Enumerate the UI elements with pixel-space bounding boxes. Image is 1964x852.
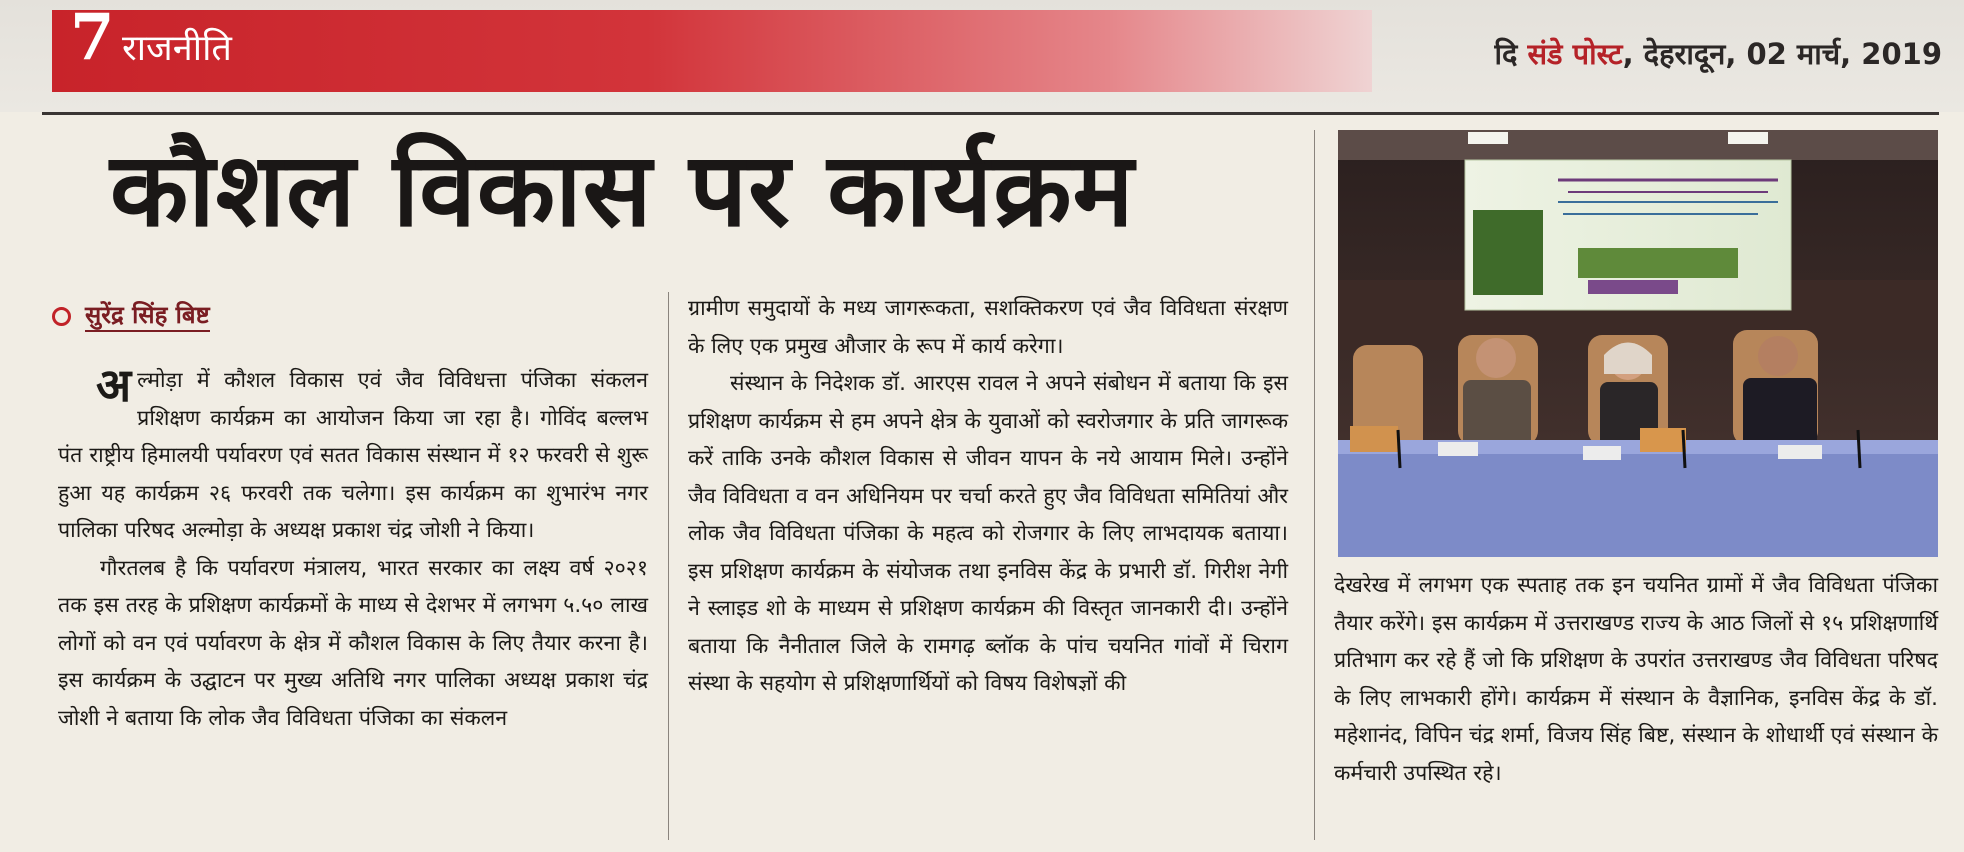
- byline: [52, 298, 210, 331]
- paragraph-text: ल्मोड़ा में कौशल विकास एवं जैव विविधत्ता पंजिका संकलन प्रशिक्षण कार्यक्रम का आयोजन किया जा रहा है। गोविंद बल्लभ पंत राष्ट्रीय हिमालयी पर्यावरण एवं सतत विकास संस्थान में १२ फरवरी से शुरू हुआ यह कार्यक्रम २६ फरवरी तक चलेगा। इस कार्यक्रम का शुभारंभ नगर पालिका परिषद अल्मोड़ा के अध्यक्ष प्रकाश चंद्र जोशी ने किया।: [58, 368, 648, 543]
- section-bar: [52, 10, 1372, 92]
- column-divider: [668, 292, 669, 840]
- article-column-3: [1334, 567, 1938, 792]
- paragraph: [58, 358, 648, 550]
- event-photo: [1338, 130, 1938, 557]
- article-headline: कौशल विकास पर कार्यक्रम: [110, 131, 1135, 250]
- page-number: 7: [70, 0, 115, 75]
- masthead-date: , देहरादून, 02 मार्च, 2019: [1622, 37, 1942, 71]
- masthead-prefix: दि: [1494, 37, 1528, 71]
- paragraph: गौरतलब है कि पर्यावरण मंत्रालय, भारत सरकार का लक्ष्य वर्ष २०२१ तक इस तरह के प्रशिक्षण कार्यक्रमों के माध्य से देशभर में लगभग ५.५० लाख लोगों को वन एवं पर्यावरण के क्षेत्र में कौशल विकास के लिए तैयार करना है। इस कार्यक्रम के उद्घाटन पर मुख्य अतिथि नगर पालिका अध्यक्ष प्रकाश चंद्र जोशी ने बताया कि लोक जैव विविधता पंजिका का संकलन: [58, 555, 648, 731]
- drop-cap: अ: [96, 358, 132, 412]
- masthead: [1494, 34, 1942, 73]
- byline-name: सुरेंद्र सिंह बिष्ट: [85, 301, 210, 332]
- masthead-brand: संडे पोस्ट: [1527, 37, 1623, 71]
- paragraph: देखरेख में लगभग एक स्पताह तक इन चयनित ग्रामों में जैव विविधता पंजिका तैयार करेंगे। इस कार्यक्रम में उत्तराखण्ड राज्य के आठ जिलों से १५ प्रशिक्षणार्थि प्रतिभाग कर रहे हैं जो कि प्रशिक्षण के उपरांत उत्तराखण्ड जैव विविधता परिषद के लिए लाभकारी होंगे। कार्यक्रम में संस्थान के वैज्ञानिक, इनविस केंद्र के डॉ. महेशानंद, विपिन चंद्र शर्मा, विजय सिंह बिष्ट, संस्थान के शोधार्थी एवं संस्थान के कर्मचारी उपस्थित रहे।: [1334, 573, 1938, 786]
- article-column-1: [58, 358, 648, 737]
- byline-bullet-icon: [52, 307, 71, 326]
- event-photo-drawing: [1338, 130, 1938, 557]
- section-name: राजनीति: [122, 28, 232, 69]
- paragraph: संस्थान के निदेशक डॉ. आरएस रावल ने अपने संबोधन में बताया कि इस प्रशिक्षण कार्यक्रम से हम अपने क्षेत्र के युवाओं को स्वरोजगार के प्रति जागरूक करें ताकि उनके कौशल विकास से जीवन यापन के नये आयाम मिले। उन्होंने जैव विविधता व वन अधिनियम पर चर्चा करते हुए जैव विविधता समितियां और लोक जैव विविधता पंजिका के महत्व को रोजगार के लिए लाभदायक बताया। इस प्रशिक्षण कार्यक्रम के संयोजक तथा इनविस केंद्र के प्रभारी डॉ. गिरीश नेगी ने स्लाइड शो के माध्यम से प्रशिक्षण कार्यक्रम की विस्तृत जानकारी दी। उन्होंने बताया कि नैनीताल जिले के रामगढ़ ब्लॉक के पांच चयनित गांवों में चिराग संस्था के सहयोग से प्रशिक्षणार्थियों को विषय विशेषज्ञों की: [688, 371, 1288, 696]
- article-column-2: [688, 290, 1288, 703]
- header-rule: [42, 112, 1939, 115]
- paragraph: ग्रामीण समुदायों के मध्य जागरूकता, सशक्तिकरण एवं जैव विविधता संरक्षण के लिए एक प्रमुख औजार के रूप में कार्य करेगा।: [688, 296, 1288, 359]
- column-divider: [1314, 130, 1315, 840]
